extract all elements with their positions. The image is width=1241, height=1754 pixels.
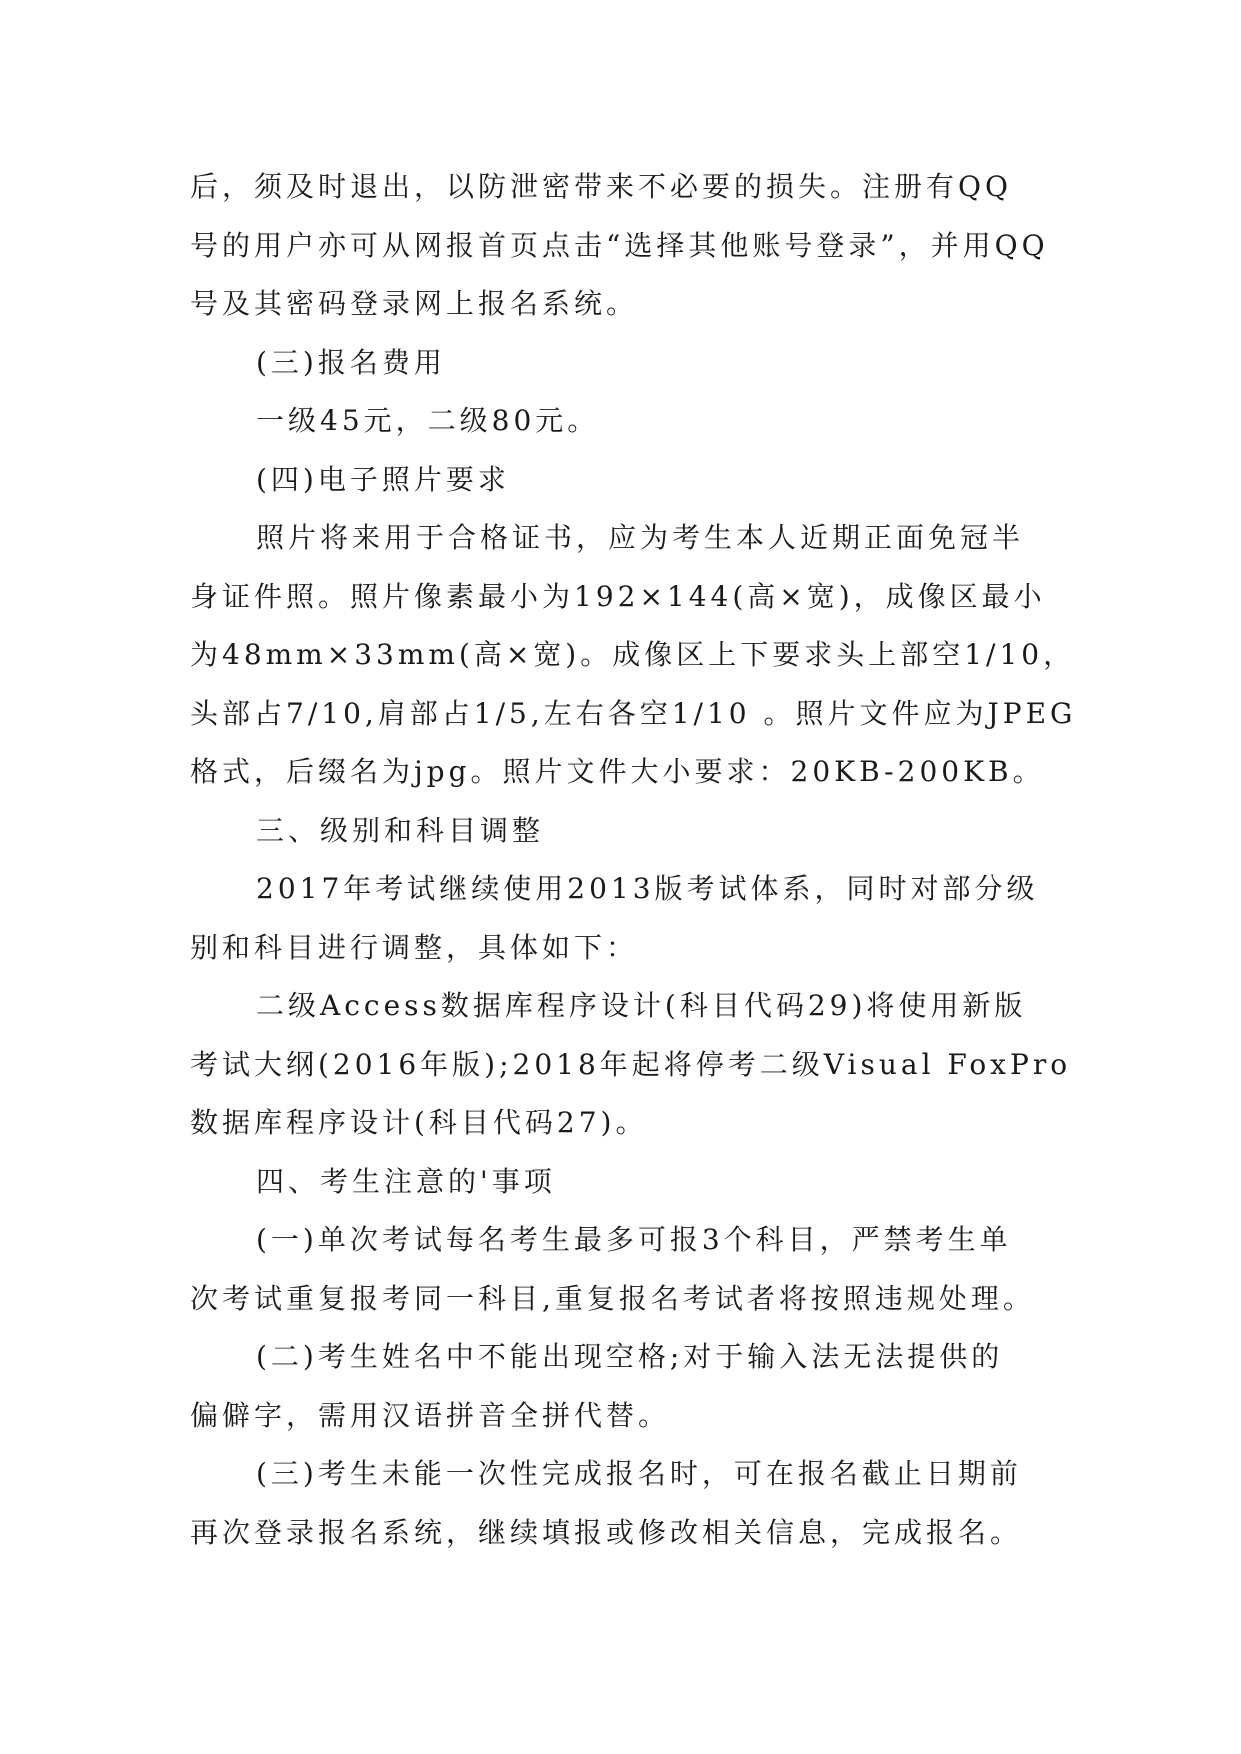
paragraph-line: 数据库程序设计(科目代码27)。: [190, 1106, 648, 1139]
paragraph-line: 一级45元，二级80元。: [256, 404, 600, 437]
paragraph-line: (二)考生姓名中不能出现空格;对于输入法无法提供的: [256, 1340, 1004, 1373]
paragraph-line: 号的用户亦可从网报首页点击“选择其他账号登录”，并用QQ: [190, 228, 1049, 262]
section-heading: 四、考生注意的'事项: [256, 1164, 556, 1198]
paragraph-line: 号及其密码登录网上报名系统。: [190, 287, 639, 320]
paragraph-line: 二级Access数据库程序设计(科目代码29)将使用新版: [256, 989, 1027, 1022]
document-body: [190, 158, 1077, 1562]
paragraph-line: 照片将来用于合格证书，应为考生本人近期正面免冠半: [256, 521, 1025, 554]
section-heading: 三、级别和科目调整: [256, 813, 545, 847]
paragraph-line: 为48mm×33mm(高×宽)。成像区上下要求头上部空1/10，: [190, 638, 1076, 671]
paragraph-line: 别和科目进行调整，具体如下：: [190, 930, 639, 964]
paragraph-line: 2017年考试继续使用2013版考试体系，同时对部分级: [256, 872, 1039, 905]
paragraph-line: (三)考生未能一次性完成报名时，可在报名截止日期前: [256, 1457, 1022, 1490]
paragraph-line: 偏僻字，需用汉语拼音全拼代替。: [190, 1398, 671, 1432]
paragraph-line: 头部占7/10,肩部占1/5,左右各空1/10 。照片文件应为JPEG: [190, 696, 1077, 730]
section-heading: (四)电子照片要求: [256, 462, 510, 496]
paragraph-line: 身证件照。照片像素最小为192×144(高×宽)，成像区最小: [190, 579, 1046, 613]
paragraph-line: (一)单次考试每名考生最多可报3个科目，严禁考生单: [256, 1223, 1012, 1256]
paragraph-line: 考试大纲(2016年版);2018年起将停考二级Visual FoxPro: [190, 1047, 1072, 1081]
paragraph-line: 格式，后缀名为jpg。照片文件大小要求：20KB-200KB。: [190, 755, 1045, 788]
section-heading: (三)报名费用: [256, 345, 446, 379]
paragraph-line: 后，须及时退出，以防泄密带来不必要的损失。注册有QQ: [190, 170, 1012, 203]
paragraph-line: 次考试重复报考同一科目,重复报名考试者将按照违规处理。: [190, 1281, 1035, 1315]
paragraph-line: 再次登录报名系统，继续填报或修改相关信息，完成报名。: [190, 1515, 1023, 1549]
